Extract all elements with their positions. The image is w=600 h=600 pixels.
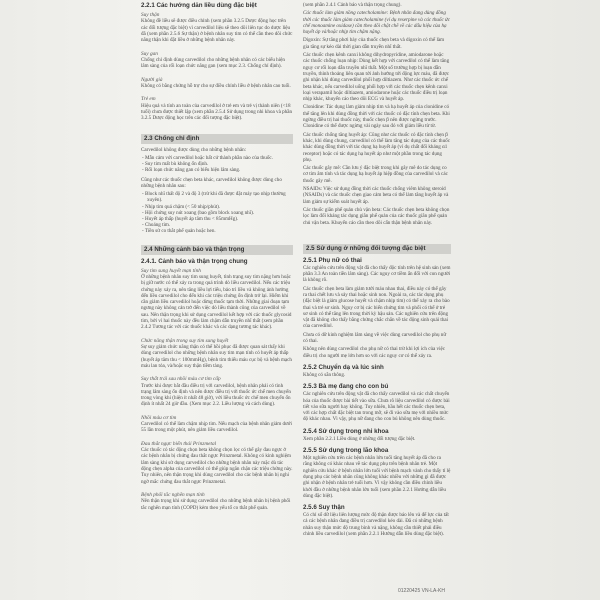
- paragraph: Trước khi được bắt đầu điều trị với carvedilol, bệnh nhân phải có tình trạng lâm sàng ổn định và nên được điều trị với thuốc ức chế men chuyển trong vòng khi (hiện ít nhất 48 giờ), với liều thuốc ức chế men chuyển ổn định ít nhất 24 giờ đầu. (Xem mục 2.2. Liều lượng và cách dùng).: [141, 382, 291, 408]
- paragraph: Các nghiên cứu trên động vật đã cho thấy độc tính trên hệ sinh sản (xem phần 3.3 An toàn tiền lâm sàng). Các nguy cơ tiềm ẩn đối với con người là không rõ.: [303, 264, 451, 284]
- subheading: Chức năng thận trong suy tim sung huyết: [141, 337, 229, 344]
- paragraph: Các nghiên cứu trên động vật đã cho thấy carvedilol và các chất chuyển hóa của thuốc được bài tiết vào sữa. Chưa rõ liệu carvedilol có được bài tiết vào sữa người hay không. Tuy nhiên, hầu hết các thuốc chẹn beta, với các hợp chất đặc biệt tan trong mỡ, sẽ đi vào sữa mẹ với nhiều mức độ khác nhau. Vì vậy, phụ nữ đang cho con bú không nên dùng thuốc.: [303, 391, 450, 423]
- list-item: - Tiền sử co thắt phế quản hoặc hen.: [142, 228, 216, 235]
- paragraph: Carvedilol có thể làm chậm nhịp tim. Nếu mạch của bệnh nhân giảm dưới 55 lần trong một phút, nên giảm liều carvedilol.: [141, 421, 292, 434]
- paragraph: Không nên dùng carvedilol cho phụ nữ có thai trừ khi lợi ích của việc điều trị cho người mẹ lớn hơn so với các nguy cơ có thể xảy ra.: [303, 346, 446, 359]
- section-2-5-5-title: 2.5.5 Sử dụng trong lão khoa: [303, 447, 389, 455]
- paragraph: Một nghiên cứu trên các bệnh nhân lớn tuổi tăng huyết áp đã cho ra rằng không có khác nhau về tác dụng phụ trên bệnh nhân trẻ. Một nghiên cứu khác ở bệnh nhân lớn tuổi với bệnh mạch vành cho thấy tỉ lệ dụng phụ các bệnh nhân cũng không khác nhiều với những gì đã được ghi nhận ở bệnh nhân trẻ tuổi hơn. Vì vậy không cần điều chỉnh liều khởi đầu ở những bệnh nhân lớn tuổi (xem phần 2.2.1 Hướng dẫn liều dùng đặc biệt).: [303, 455, 451, 499]
- section-2-5-title: 2.5 Sử dụng ở những đối tượng đặc biệt: [303, 244, 451, 254]
- subheading: Suy thất trái sau nhồi máu cơ tim cấp: [141, 376, 221, 383]
- paragraph: Chống chỉ định dùng carvedilol cho những bệnh nhân có các biểu hiện lâm sàng của rối loạn chức năng gan (xem mục 2.3. Chống chỉ định).: [141, 57, 285, 70]
- paragraph: Có chỉ số dữ liệu liên lượng mức độ thận được báo lên và để lực của tất cả các bệnh nhân đang điều trị carvedilol kéo dài. Đã có những bệnh nhân suy thận mức độ trung bình và nặng, không cần thiết phải điều chỉnh liều carvedilol (xem phần 2.2.1 Hướng dẫn liều dùng đặc biệt).: [303, 512, 449, 537]
- right-column: [303, 2, 451, 539]
- document-code: 01220425 VN-LA-KH: [398, 588, 445, 594]
- paragraph: Không đề liều sẽ được điều chỉnh (xem phần 3.2.5 Dược động học trên các đối tượng đặc biệt) vì carvedilol liệu sẽ theo dõi liên tục do dược liệu đã (xem phần 2.5.6 Sự thận) ở bệnh nhân suy tim có thể cần theo dõi chức năng thận khi đặt liều ở những bệnh nhân này.: [141, 18, 293, 44]
- section-2-5-2-title: 2.5.2 Chuyển dạ và lúc sinh: [303, 363, 384, 371]
- paragraph: Các thuốc giãn phế quản chủ vận beta: Các thuốc chẹn beta không chọn lọc làm đối kháng tác dụng giãn phế quản của các thuốc giãn phế quản chủ vận beta. Khuyến cáo cần theo dõi cẩn thận bệnh nhân này.: [303, 206, 450, 226]
- paragraph: Không có bằng chứng hỗ trợ cho sự điều chỉnh liều ở bệnh nhân cao tuổi.: [141, 83, 291, 89]
- paragraph: Nên thận trọng khi sử dụng carvedilol cho những bệnh nhân bị bệnh phổi tắc nghẽn mạn tính (COPD) kèm theo yếu tố co thắt phế quản.: [141, 498, 291, 511]
- paragraph: Các thuốc gây mê: Cần lưu ý đặc biệt trong khi gây mê do tác dụng co cơ tim âm tính và tác dụng hạ huyết áp hiệp đồng của carvedilol và các thuốc gây mê.: [303, 165, 448, 184]
- subheading-nguoi-gia: Người già: [141, 76, 163, 83]
- paragraph: Sự suy giảm chức năng thận có thể hồi phục đã được quan sát thấy khi dùng carvedilol cho những bệnh nhân suy tim mạn tính có huyết áp thấp (huyết áp tâm thu < 100mmHg), bệnh tim thiếu máu cục bộ và bệnh mạch máu lan tỏa, và/hoặc suy thận tiềm tàng.: [141, 344, 292, 369]
- subheading: Suy tim sung huyết mạn tính: [141, 267, 201, 274]
- section-2-4-title: 2.4 Những cảnh báo và thận trọng: [141, 245, 293, 255]
- list-item: - Nhịp tim quá chậm (< 50 nhịp/phút).: [142, 203, 221, 210]
- list-item: - Hội chứng suy nút xoang (bao gồm block xoang nhĩ).: [142, 209, 255, 216]
- section-2-5-3-title: 2.5.3 Bà mẹ đang cho con bú: [303, 383, 389, 391]
- paragraph: Digoxin: Sự tăng phơi bày của thuốc chẹn beta và digoxin có thể làm gia tăng sự kéo dài thời gian dẫn truyền nhĩ thất.: [303, 37, 445, 50]
- list-item: - Choáng tim.: [142, 222, 171, 229]
- subheading: Nhồi máu cơ tim: [141, 414, 177, 421]
- paragraph: Các thuốc chẹn beta làm giảm tưới máu nhau thai, điều này có thể gây ra thai chết lưu và sảy thai hoặc sinh non. Ngoài ra, các tác dụng phụ (đặc biệt là giảm glucose huyết và chậm nhịp tim) có thể xảy ra cho bào thai và trẻ sơ sinh. Nguy cơ bị các biến chứng tim và phổi có thể ở trẻ sơ sinh có thể tăng lên trong thời kỳ hậu sản. Các nghiên cứu trên động vật đã không cho thấy bằng chứng chắc chắn về tác động sinh quái thai của carvedilol.: [303, 285, 450, 330]
- list-item: - Mẫn cảm với carvedilol hoặc bất cứ thành phần nào của thuốc.: [142, 154, 273, 161]
- paragraph: Clonidine: Tác dụng làm giảm nhịp tim và hạ huyết áp của clonidine có thể tăng lên khi dùng đồng thời với các thuốc có đặc tính chẹn beta. Khi ngừng điều trị hai thuốc này, thuốc chẹn β nên được ngừng trước. Clonidine có thể được ngừng vài ngày sau đó với giảm liều từ từ.: [303, 104, 450, 130]
- paragraph: Các thuốc chống tăng huyết áp: Cũng như các thuốc có đặc tính chẹn β khác, khi dùng chung, carvedilol có thể làm tăng tác dụng của các thuốc khác dùng đồng thời với tác dụng hạ huyết áp (ví dụ chất đối kháng α1 receptor) hoặc có tác dụng hạ huyết áp như một phần trong tác dụng phụ.: [303, 131, 450, 163]
- section-2-3-title: 2.3 Chống chỉ định: [141, 134, 293, 144]
- subheading-tre-em: Trẻ em: [141, 96, 156, 103]
- paragraph: Các thuốc có tác động chọn beta không chọn lọc có thể gây đau ngực ở các bệnh nhân bị chứng đau thắt ngực Prinzmetal. Không có kinh nghiệm lâm sàng khi sử dụng carvedilol cho những bệnh nhân này mặc dù tác động chẹn alpha của carvedilol có thể giúp ngăn chặn các triệu chứng này. Tuy nhiên, nên thận trọng khi dùng carvedilol cho các bệnh nhân bị nghi ngờ mắc chứng đau thắt ngực Prinzmetal.: [141, 447, 293, 485]
- section-2-5-6-title: 2.5.6 Suy thận: [303, 504, 345, 512]
- paragraph: NSAIDs: Việc sử dụng đồng thời các thuốc chống viêm không steroid (NSAIDs) và các thuốc chẹn giao cảm beta có thể làm tăng huyết áp và làm giảm sự kiểm soát huyết áp.: [303, 186, 449, 205]
- subheading: Đau thắt ngực biến thái Prinzmetal: [141, 440, 217, 447]
- paragraph: Xem phần 2.2.1 Liều dùng ở những đối tượng đặc biệt.: [303, 435, 416, 442]
- paragraph: Cũng như các thuốc chẹn beta khác, carvedilol không được dùng cho những bệnh nhân sau:: [141, 176, 282, 189]
- paragraph: Carvedilol không được dùng cho những bệnh nhân:: [141, 146, 247, 153]
- paragraph: Các thuốc chẹn kênh canxi không dihydropyridine, amiodarone hoặc các thuốc chống loạn nhịp: Dùng kết hợp với carvedilol có thể làm tăng nguy cơ rối loạn dẫn truyền nhĩ thất. Một số trường hợp bị loạn dẫn truyền, thỉnh thoảng liên quan tới ảnh hưởng tới động lực máu, đã được ghi nhận khi dùng carvedilol phối hợp diltiazem. Như các thuốc ức chế beta khác, nếu carvedilol uống phối hợp với các thuốc chẹn kênh canxi loại verapamil hoặc diltiazem, amiodarone hoặc các thuốc điều trị loạn nhịp khác, khuyến cáo theo dõi ECG và huyết áp.: [303, 52, 450, 103]
- section-2-5-1-title: 2.5.1 Phụ nữ có thai: [303, 256, 362, 264]
- paragraph: Chưa có dữ kinh nghiệm lâm sàng về việc dùng carvedilol cho phụ nữ có thai.: [303, 331, 447, 345]
- list-item: - Huyết áp thấp (huyết áp tâm thu < 85mmHg).: [142, 215, 239, 222]
- list-item: - Block nhĩ thất độ 2 và độ 3 (trừ khi đã được đặt máy tạo nhịp thường xuyên).: [142, 191, 286, 204]
- paragraph: Hiệu quả và tính an toàn của carvedilol ở trẻ em và trẻ vị thành niên (<18 tuổi) chưa được thiết lập (xem phần 2.5.4 Sử dụng trong nhi khoa và phần 3.2.5 Dược động học trên các đối tượng đặc biệt).: [141, 102, 293, 122]
- paragraph: Không có sẵn thông.: [303, 371, 346, 378]
- section-2-2-1-title: 2.2.1 Các hướng dẫn liều dùng đặc biệt: [141, 2, 257, 9]
- subheading: Bệnh phổi tắc nghẽn mạn tính: [141, 491, 205, 498]
- section-2-5-4-title: 2.5.4 Sử dụng trong nhi khoa: [303, 427, 389, 435]
- paragraph: Các thuốc làm giảm nồng catecholamine: Bệnh nhân đang dùng đồng thời các thuốc làm giảm catecholamine (ví dụ reserpine và các thuốc ức chế monoamine oxidase) cần theo dõi chặt chẽ về các dấu hiệu của hạ huyết áp và/hoặc nhịp tim chậm nặng.: [303, 10, 451, 36]
- list-item: - Suy tim mất bù không ổn định.: [142, 161, 209, 168]
- paragraph: Ở những bệnh nhân suy tim sung huyết, tình trạng suy tim nặng hơn hoặc bị giữ nước có thể xảy ra trong quá trình dò liều carvedilol. Nếu các triệu chứng này xảy ra, nên tăng liều lợi tiểu, bảo trì liều và không ảnh hưởng đến liều carvedilol cho đến khi các triệu chứng ổn định trở lại. Hiếm khi cần giảm liều carvedilol hoặc dừng thuốc tạm thời. Những giai đoạn tạm ngưng này không cản trở đến việc dò liều thành công của carvedilol về sau. Nên thận trọng khi sử dụng carvedilol kết hợp với các thuốc glycosid tim, bởi vì hai thuốc này đều làm chậm dẫn truyền nhĩ thất (xem phần 2.4.2 Tương tác với các thuốc khác và các dạng tương tác khác).: [141, 273, 292, 331]
- list-item: - Rối loạn chức năng gan có biểu hiện lâm sàng.: [142, 167, 241, 174]
- left-column: [141, 2, 293, 513]
- section-2-4-1-title: 2.4.1. Cảnh báo và thận trọng chung: [141, 257, 248, 265]
- subheading-suy-than: Suy thận: [141, 12, 160, 18]
- paragraph: (xem phần 2.4.1 Cảnh báo và thận trọng chung).: [303, 2, 402, 8]
- subheading-suy-gan: Suy gan: [141, 50, 158, 57]
